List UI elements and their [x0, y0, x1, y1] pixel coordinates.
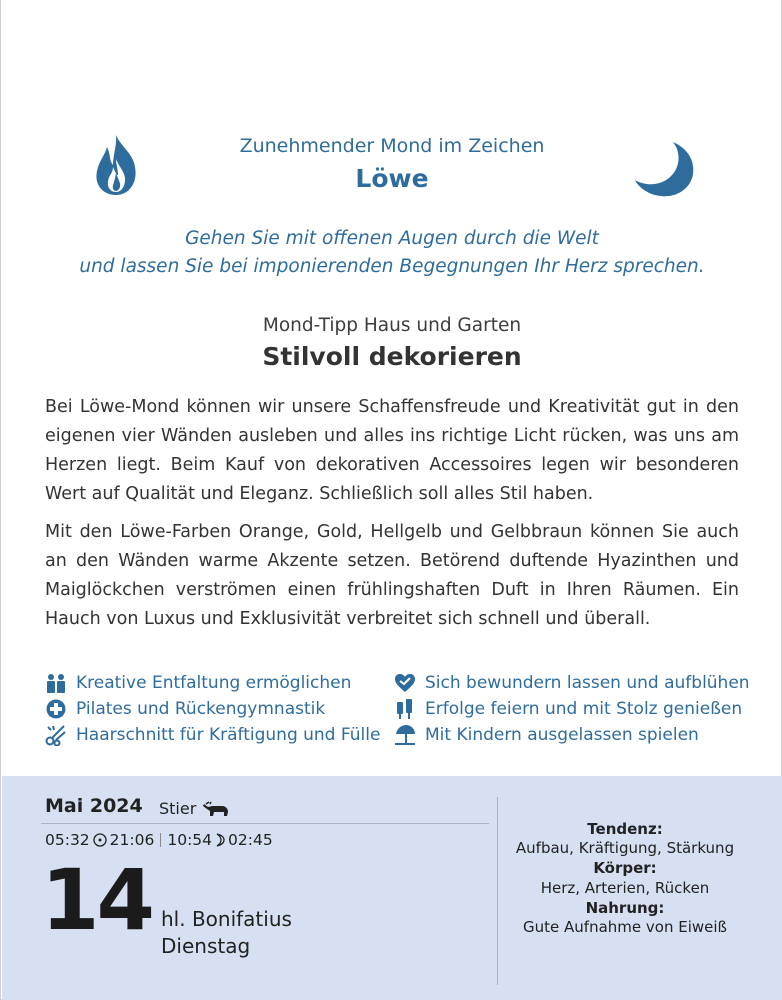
activity-item: [393, 672, 750, 694]
activity-item: [44, 698, 325, 720]
plus-icon: [44, 698, 68, 720]
tip-paragraph-2: Mit den Löwe-Farben Orange, Gold, Hellgelb und Gelbbraun können Sie auch an den Wänden warme Akzente setzen. Betörend duftende Hyazinthen und Maiglöckchen verströmen einen frühlingshaften Duft in Ihren Räumen. Ein Hauch von Luxus und Exklusivität verbreitet sich schnell und überall.: [45, 522, 739, 629]
tip-title: Stilvoll dekorieren: [262, 342, 522, 371]
zodiac-sign: [159, 799, 230, 818]
tendenz-value: Aufbau, Kräftigung, Stärkung: [515, 839, 735, 857]
activity-label: Haarschnitt für Kräftigung und Fülle: [76, 725, 381, 745]
activity-item: [393, 724, 699, 746]
sun-icon: [93, 833, 107, 847]
koerper-value: Herz, Arterien, Rücken: [540, 879, 710, 897]
moon-icon: [215, 833, 225, 847]
sunset-time: 21:06: [109, 831, 155, 849]
activity-label: Kreative Entfaltung ermöglichen: [76, 673, 352, 693]
bull-icon: [202, 801, 230, 817]
beach-umbrella-icon: [393, 724, 417, 746]
saint-name: hl. Bonifatius: [161, 907, 292, 931]
activity-item: [393, 698, 742, 720]
zodiac-label: Stier: [159, 799, 197, 818]
divider: [160, 833, 161, 847]
activity-item: [44, 724, 380, 746]
divider: [41, 823, 489, 824]
sunrise-time: 05:32: [45, 831, 90, 849]
divider: [497, 797, 498, 985]
scissors-icon: [44, 724, 68, 746]
nahrung-value: Gute Aufnahme von Eiweiß: [523, 918, 727, 936]
activity-label: Pilates und Rückengymnastik: [76, 699, 326, 719]
moon-sign: Löwe: [355, 164, 429, 193]
tip-paragraph-1: Bei Löwe-Mond können wir unsere Schaffensfreude und Kreativität gut in den eigenen vier Wänden ausleben und alles ins richtige Licht rücken, was uns am Herzen liegt. Beim Kauf von dekorativen Accessoires legen wir besonderen Wert auf Qualität und Eleganz. Schließlich soll alles Stil haben.: [45, 397, 739, 504]
people-icon: [44, 672, 68, 694]
day-number: 14: [41, 851, 152, 949]
heart-icon: [393, 672, 417, 694]
month-year: Mai 2024: [45, 795, 143, 817]
nahrung-label: Nahrung:: [585, 899, 665, 917]
activity-label: Erfolge feiern und mit Stolz genießen: [425, 699, 743, 719]
sun-moon-times: [45, 831, 273, 849]
celebration-icon: [393, 698, 417, 720]
tendenz-label: Tendenz:: [587, 820, 663, 838]
moon-phase-line: Zunehmender Mond im Zeichen: [239, 135, 545, 157]
motto-line-2: und lassen Sie bei imponierenden Begegnungen Ihr Herz sprechen.: [79, 256, 705, 277]
activity-label: Mit Kindern ausgelassen spielen: [425, 725, 699, 745]
moonset-time: 02:45: [228, 831, 273, 849]
tip-label: Mond-Tipp Haus und Garten: [262, 315, 522, 336]
weekday: Dienstag: [161, 934, 251, 958]
activity-label: Sich bewundern lassen und aufblühen: [425, 673, 750, 693]
activity-item: [44, 672, 351, 694]
motto-line-1: Gehen Sie mit offenen Augen durch die Welt: [185, 228, 599, 249]
koerper-label: Körper:: [593, 859, 657, 877]
moonrise-time: 10:54: [167, 831, 213, 849]
